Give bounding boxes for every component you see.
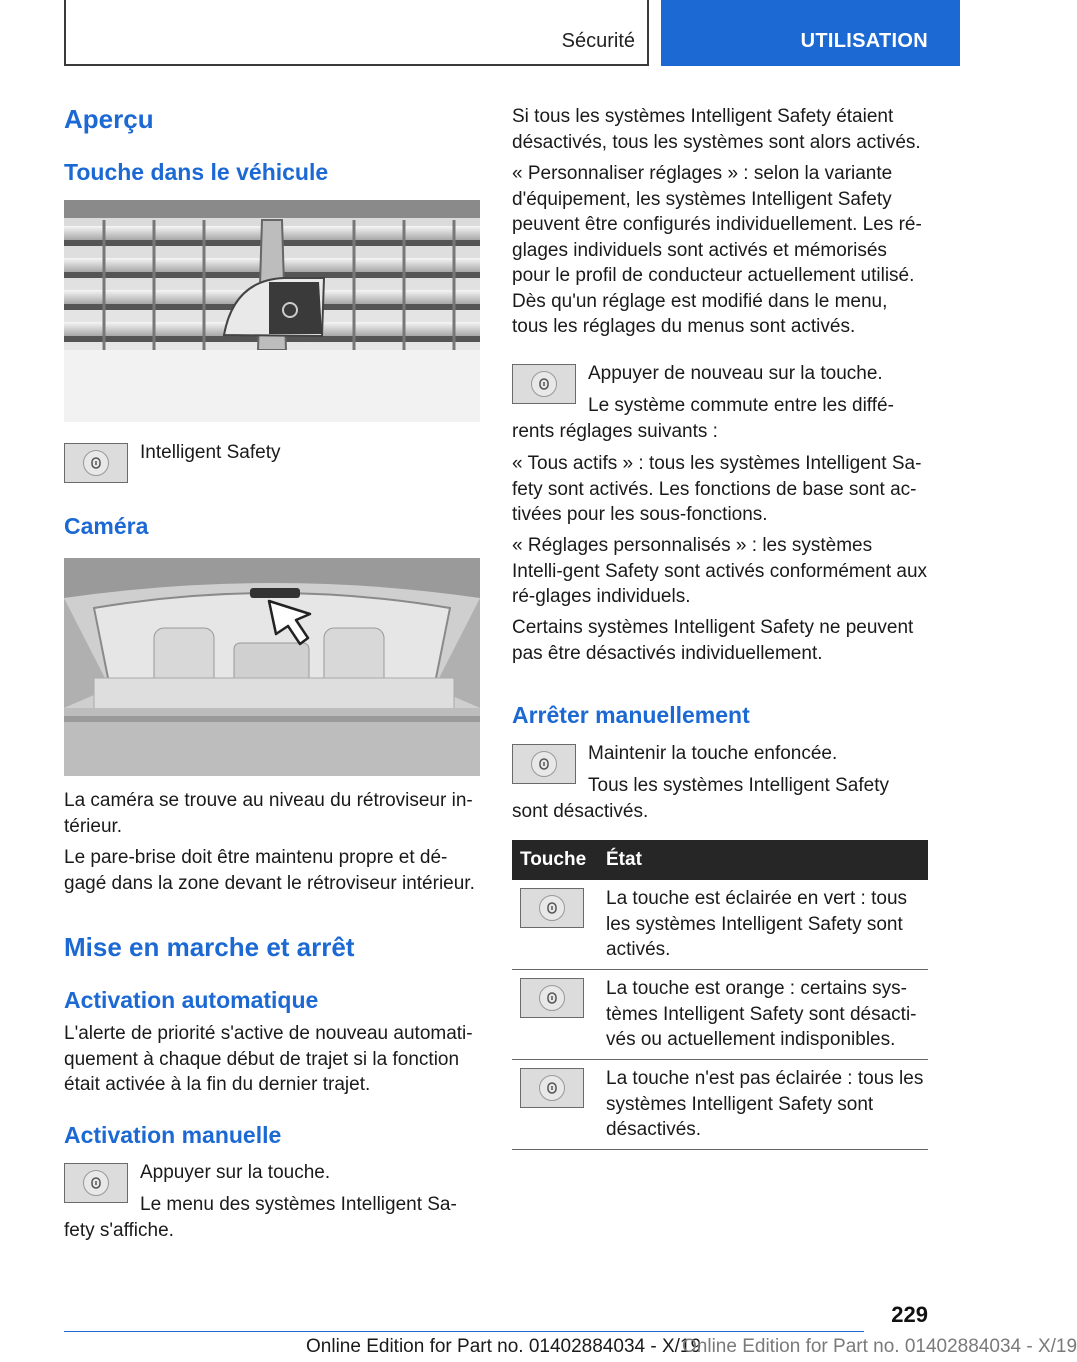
footer-edition (306, 1336, 701, 1358)
heading-touche-vehicule: Touche dans le véhicule (64, 159, 329, 185)
heading-apercu: Aperçu (64, 104, 154, 134)
intelligent-safety-button-icon (64, 443, 128, 483)
icon-label-intelligent-safety: Intelligent Safety (140, 442, 281, 463)
table-row (512, 1060, 928, 1150)
header-chapter-tab (661, 0, 960, 66)
manual-activation-button-icon (64, 1163, 128, 1203)
press-again-button-icon (512, 364, 576, 404)
header-section-box (64, 0, 649, 66)
footer-watermark: Online Edition for Part no. 01402884034 - X/19 (682, 1336, 1077, 1357)
right-paragraph-4: « Réglages personnalisés » : les systèmes Intelli-gent Safety sont activés conformément aux ré-glages individuels. (512, 535, 928, 607)
table-row (512, 970, 928, 1060)
stop-line-3: sont désactivés. (512, 801, 649, 822)
right-paragraph-5: Certains systèmes Intelligent Safety ne peuvent pas être désactivés individuellement. (512, 617, 914, 664)
table-header-etat: État (606, 849, 642, 870)
green-lit-button-icon (520, 888, 584, 928)
press-line-1: Appuyer de nouveau sur la touche. (588, 363, 883, 384)
header-section-title: Sécurité (561, 30, 635, 52)
stop-line-2: Tous les systèmes Intelligent Safety (588, 775, 889, 796)
right-paragraph-1: Si tous les systèmes Intelligent Safety étaient désactivés, tous les systèmes sont alors activés. (512, 106, 921, 153)
auto-activation-paragraph: L'alerte de priorité s'active de nouveau automati-quement à chaque début de trajet si la fonction était activée à la fin du dernier trajet. (64, 1023, 473, 1095)
heading-camera: Caméra (64, 513, 149, 539)
table-cell-status: La touche est éclairée en vert : tous les systèmes Intelligent Safety sont activés. (606, 888, 908, 960)
table-header-touche: Touche (520, 849, 587, 870)
table-header (512, 840, 928, 880)
table-cell-status: La touche est orange : certains sys-tèmes Intelligent Safety sont désacti-vés ou actuellement indisponibles. (606, 978, 917, 1050)
table-row (512, 880, 928, 970)
header-chapter-title: UTILISATION (800, 30, 928, 52)
vehicle-button-photo (64, 200, 480, 422)
status-table (512, 840, 928, 1150)
manual-line-1: Appuyer sur la touche. (140, 1162, 331, 1183)
right-paragraph-2: « Personnaliser réglages » : selon la variante d'équipement, les systèmes Intelligent Safety peuvent être configurés individuellement. Les ré-glages individuels sont activés et mémorisés pour le profil de conducteur actuellement utilisé. Dès qu'un réglage est modifié dans le menu, tous les réglages du menus sont activés. (512, 163, 922, 337)
heading-activation-automatique: Activation automatique (64, 987, 319, 1013)
camera-photo (64, 558, 480, 776)
page-number: 229 (891, 1302, 928, 1327)
orange-lit-button-icon (520, 978, 584, 1018)
camera-paragraph-1: La caméra se trouve au niveau du rétroviseur in-térieur. (64, 790, 473, 837)
footer-edition-text: Online Edition for Part no. 01402884034 - X/19 (306, 1336, 702, 1357)
table-cell-status: La touche n'est pas éclairée : tous les systèmes Intelligent Safety sont désactivés. (606, 1068, 924, 1140)
manual-line-2: Le menu des systèmes Intelligent Sa- (140, 1194, 457, 1215)
heading-activation-manuelle: Activation manuelle (64, 1122, 282, 1148)
manual-stop-button-icon (512, 744, 576, 784)
footer-rule (64, 1331, 864, 1332)
right-paragraph-3: « Tous actifs » : tous les systèmes Intelligent Sa-fety sont activés. Les fonctions de base sont ac-tivées pour les sous-fonctions. (512, 453, 922, 525)
heading-arreter-manuellement: Arrêter manuellement (512, 702, 750, 728)
press-line-3: rents réglages suivants : (512, 421, 718, 442)
unlit-button-icon (520, 1068, 584, 1108)
heading-mise-en-marche: Mise en marche et arrêt (64, 932, 355, 962)
press-line-2: Le système commute entre les diffé- (588, 395, 894, 416)
stop-line-1: Maintenir la touche enfoncée. (588, 743, 838, 764)
camera-paragraph-2: Le pare-brise doit être maintenu propre et dé-gagé dans la zone devant le rétroviseur intérieur. (64, 847, 475, 894)
manual-line-3: fety s'affiche. (64, 1220, 174, 1241)
